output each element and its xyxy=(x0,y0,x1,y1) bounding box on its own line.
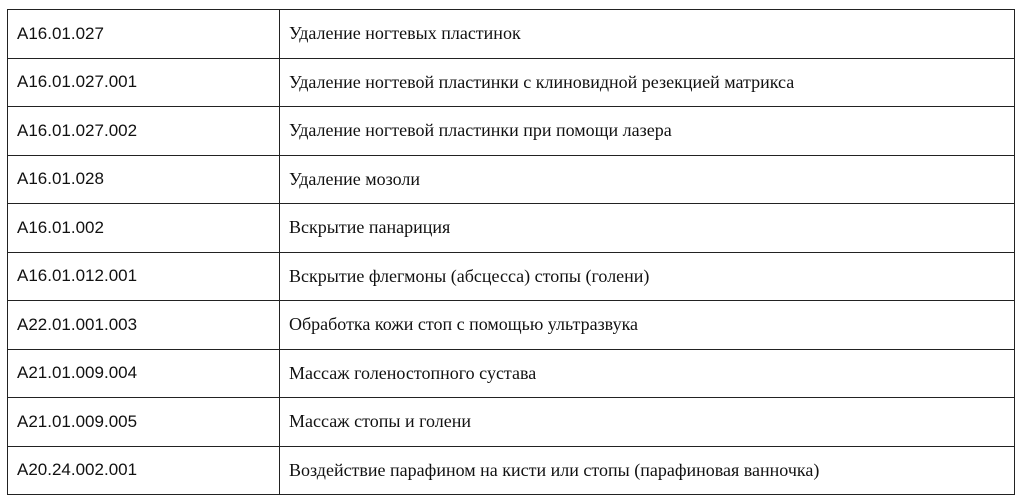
service-code: A21.01.009.004 xyxy=(8,349,280,398)
service-name: Вскрытие флегмоны (абсцесса) стопы (голени) xyxy=(280,252,1015,301)
service-name: Вскрытие панариция xyxy=(280,204,1015,253)
service-code: A16.01.012.001 xyxy=(8,252,280,301)
service-code: A20.24.002.001 xyxy=(8,446,280,495)
service-code: A21.01.009.005 xyxy=(8,398,280,447)
service-code: A22.01.001.003 xyxy=(8,301,280,350)
table-row xyxy=(8,446,1015,495)
service-code: A16.01.027.001 xyxy=(8,58,280,107)
service-name: Удаление ногтевой пластинки при помощи лазера xyxy=(280,107,1015,156)
service-name: Массаж голеностопного сустава xyxy=(280,349,1015,398)
table-row xyxy=(8,107,1015,156)
service-name: Удаление ногтевой пластинки с клиновидной резекцией матрикса xyxy=(280,58,1015,107)
table-row xyxy=(8,10,1015,59)
table-row xyxy=(8,398,1015,447)
service-name: Массаж стопы и голени xyxy=(280,398,1015,447)
service-name: Воздействие парафином на кисти или стопы (парафиновая ванночка) xyxy=(280,446,1015,495)
service-name: Обработка кожи стоп с помощью ультразвука xyxy=(280,301,1015,350)
table-row xyxy=(8,204,1015,253)
service-code: A16.01.027.002 xyxy=(8,107,280,156)
table-row xyxy=(8,349,1015,398)
table-row xyxy=(8,301,1015,350)
service-code: A16.01.028 xyxy=(8,155,280,204)
table-row xyxy=(8,252,1015,301)
service-name: Удаление мозоли xyxy=(280,155,1015,204)
table-row xyxy=(8,58,1015,107)
service-code: A16.01.027 xyxy=(8,10,280,59)
services-table xyxy=(7,9,1015,495)
service-name: Удаление ногтевых пластинок xyxy=(280,10,1015,59)
table-row xyxy=(8,155,1015,204)
service-code: A16.01.002 xyxy=(8,204,280,253)
